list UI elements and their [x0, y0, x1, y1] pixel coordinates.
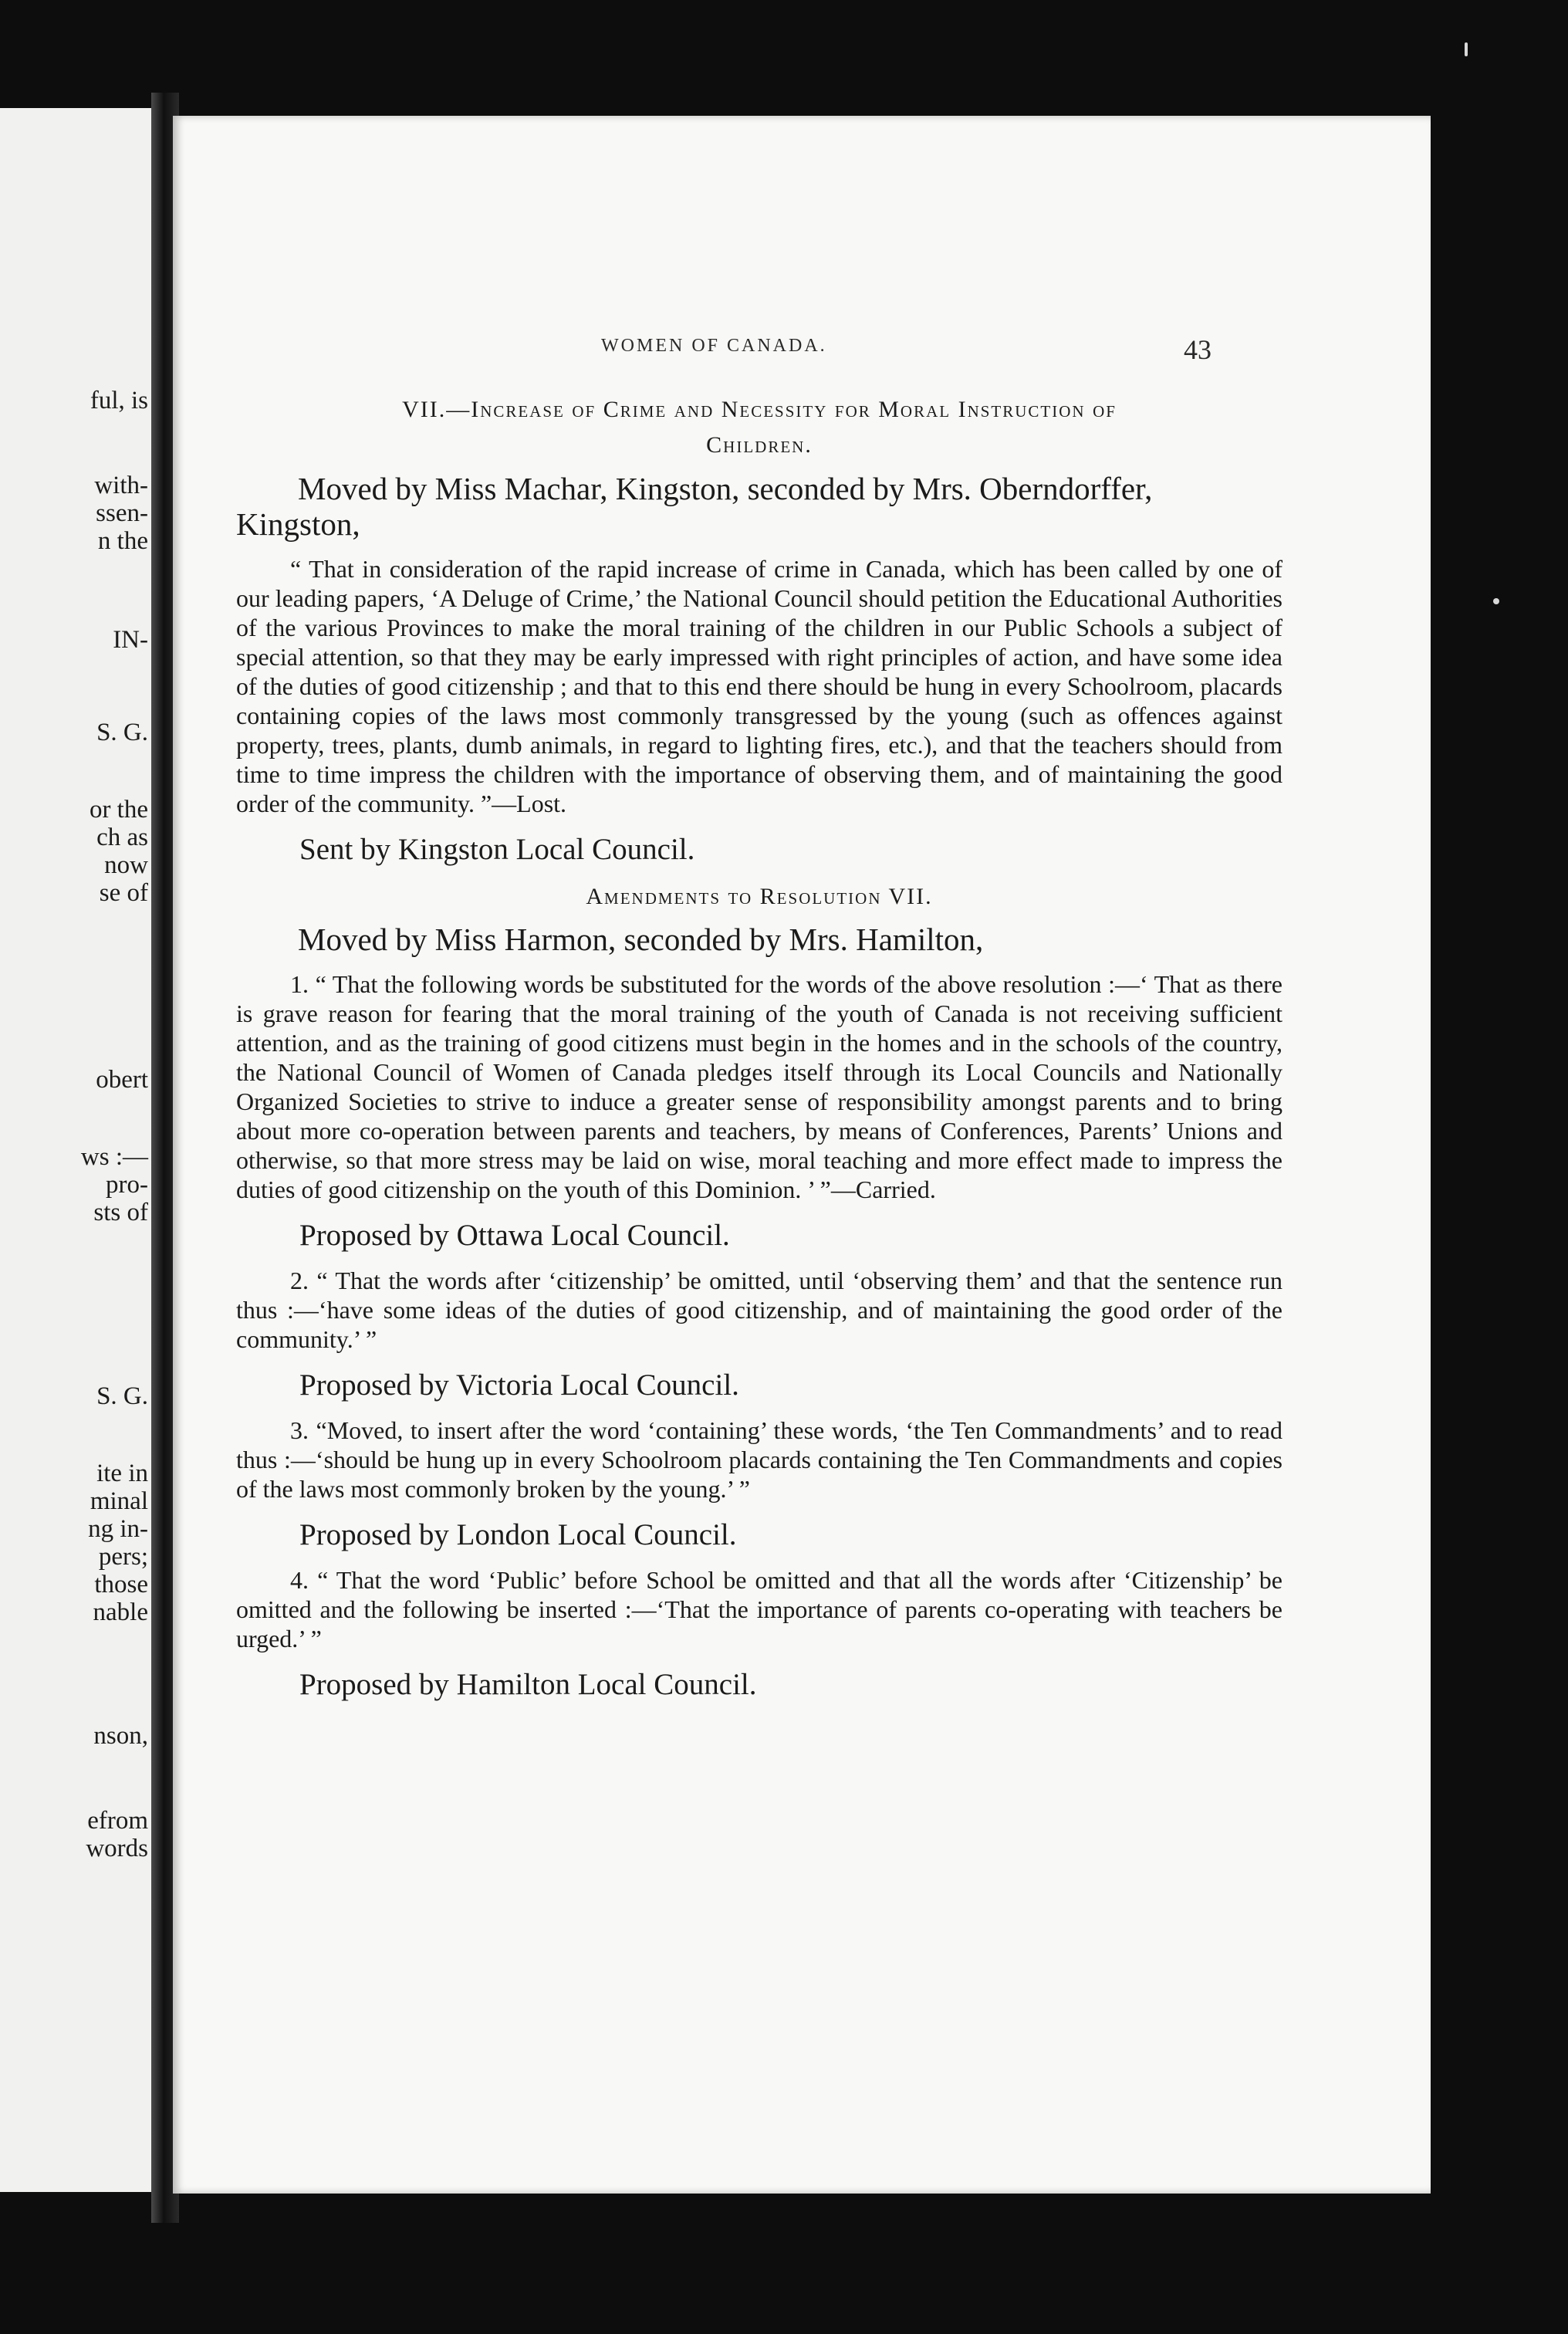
amendment-text: 1. “ That the following words be substituted for the words of the above resolution :—‘ That as there is grave reason for fearing that the moral training of the youth of Canada is not receiving sufficient attention, and as the training of good citizens must begin in the homes and in the schools of the country, the National Council of Women of Canada pledges itself through its Local Councils and Nationally Organized Societies to strive to induce a greater sense of responsibility amongst parents and to bring about more co-operation between parents and teachers, by means of Conferences, Parents’ Unions and otherwise, so that more stress may be laid on wise, moral teaching and more effect made to impress the duties of good citizenship on the youth of this Dominion. ’ ”—Carried.	[236, 970, 1282, 1203]
left-fragment: ite in	[96, 1460, 148, 1487]
sent-by-line: Sent by Kingston Local Council.	[299, 833, 695, 866]
main-page	[173, 116, 1431, 2194]
amendment-proposer: Proposed by Victoria Local Council.	[299, 1368, 739, 1402]
section-title-line: Children.	[706, 432, 813, 458]
left-fragment: nson,	[93, 1722, 148, 1750]
section-title-line: VII.—Increase of Crime and Necessity for Moral Instruction of	[402, 397, 1117, 422]
left-fragment: with-	[94, 472, 148, 499]
amendment-text: 3. “Moved, to insert after the word ‘containing’ these words, ‘the Ten Commandments’ and to read thus :—‘should be hung up in every Schoolroom placards containing the Ten Commandments and copies of the laws most commonly broken by the young.’ ”	[236, 1416, 1282, 1503]
amendment-proposer: Proposed by London Local Council.	[299, 1518, 737, 1551]
running-head: WOMEN OF CANADA.	[601, 336, 827, 356]
left-fragment: or the	[89, 796, 148, 824]
amendment	[236, 1266, 1282, 1403]
left-fragment: minal	[90, 1487, 148, 1515]
dust-speck	[1465, 42, 1468, 56]
amendment	[236, 969, 1282, 1253]
left-fragment: pers;	[98, 1543, 148, 1571]
left-fragment: ch as	[96, 824, 148, 851]
resolution-text: “ That in consideration of the rapid increase of crime in Canada, which has been called by one of our leading papers, ‘A Deluge of Crime,’ the National Council should petition the Educational Authorities of the various Provinces to make the moral training of the children in our Public Schools a subject of special attention, so that they may be early impressed with right principles of action, and have some idea of the duties of good citizenship ; and that to this end there should be hung in every Schoolroom, placards containing copies of the laws most commonly transgressed by the young (such as offences against property, trees, plants, dumb animals, in regard to lighting fires, etc.), and that the teachers should from time to time impress the children with the importance of observing them, and of maintaining the good order of the community. ”—Lost.	[236, 555, 1282, 817]
amendment	[236, 1416, 1282, 1553]
left-fragment: those	[94, 1571, 148, 1598]
left-fragment: ng in-	[88, 1515, 148, 1543]
left-fragment: ful, is	[90, 387, 148, 414]
left-fragment: ssen-	[96, 499, 148, 527]
page-content	[236, 392, 1282, 1715]
left-facing-page	[0, 108, 154, 2192]
amendment-proposer: Proposed by Hamilton Local Council.	[299, 1668, 757, 1701]
amendments-heading: Amendments to Resolution VII.	[586, 884, 933, 909]
dust-speck	[1493, 598, 1499, 604]
left-fragment: IN-	[113, 626, 148, 654]
left-fragment: S. G.	[96, 1382, 148, 1410]
left-fragment: nable	[93, 1598, 148, 1626]
left-fragment: S. G.	[96, 719, 148, 746]
motion-text: Moved by Miss Machar, Kingston, seconded by Mrs. Oberndorffer, Kingston,	[236, 471, 1153, 542]
amendment-text: 2. “ That the words after ‘citizenship’ be omitted, until ‘observing them’ and that the sentence run thus :—‘have some ideas of the duties of good citizenship, and of maintaining the good order of the community.’ ”	[236, 1267, 1282, 1353]
left-fragment: now	[104, 851, 148, 879]
left-fragment: obert	[96, 1066, 148, 1094]
left-fragment: words	[86, 1835, 148, 1862]
section-title	[236, 392, 1282, 463]
amendment-motion: Moved by Miss Harmon, seconded by Mrs. Hamilton,	[298, 922, 984, 957]
page-number: 43	[1184, 334, 1211, 365]
left-fragment: pro-	[106, 1171, 148, 1199]
left-fragment: sts of	[93, 1199, 148, 1226]
amendment-text: 4. “ That the word ‘Public’ before School be omitted and that all the words after ‘Citizenship’ be omitted and the following be inserted :—‘That the importance of parents co-operating with teachers be urged.’ ”	[236, 1566, 1282, 1652]
left-fragment: se of	[99, 879, 148, 907]
left-fragment: n the	[97, 527, 148, 555]
amendment	[236, 1565, 1282, 1703]
amendment-proposer: Proposed by Ottawa Local Council.	[299, 1219, 730, 1252]
left-fragment: ws :—	[80, 1143, 148, 1171]
left-fragment: efrom	[87, 1807, 148, 1835]
